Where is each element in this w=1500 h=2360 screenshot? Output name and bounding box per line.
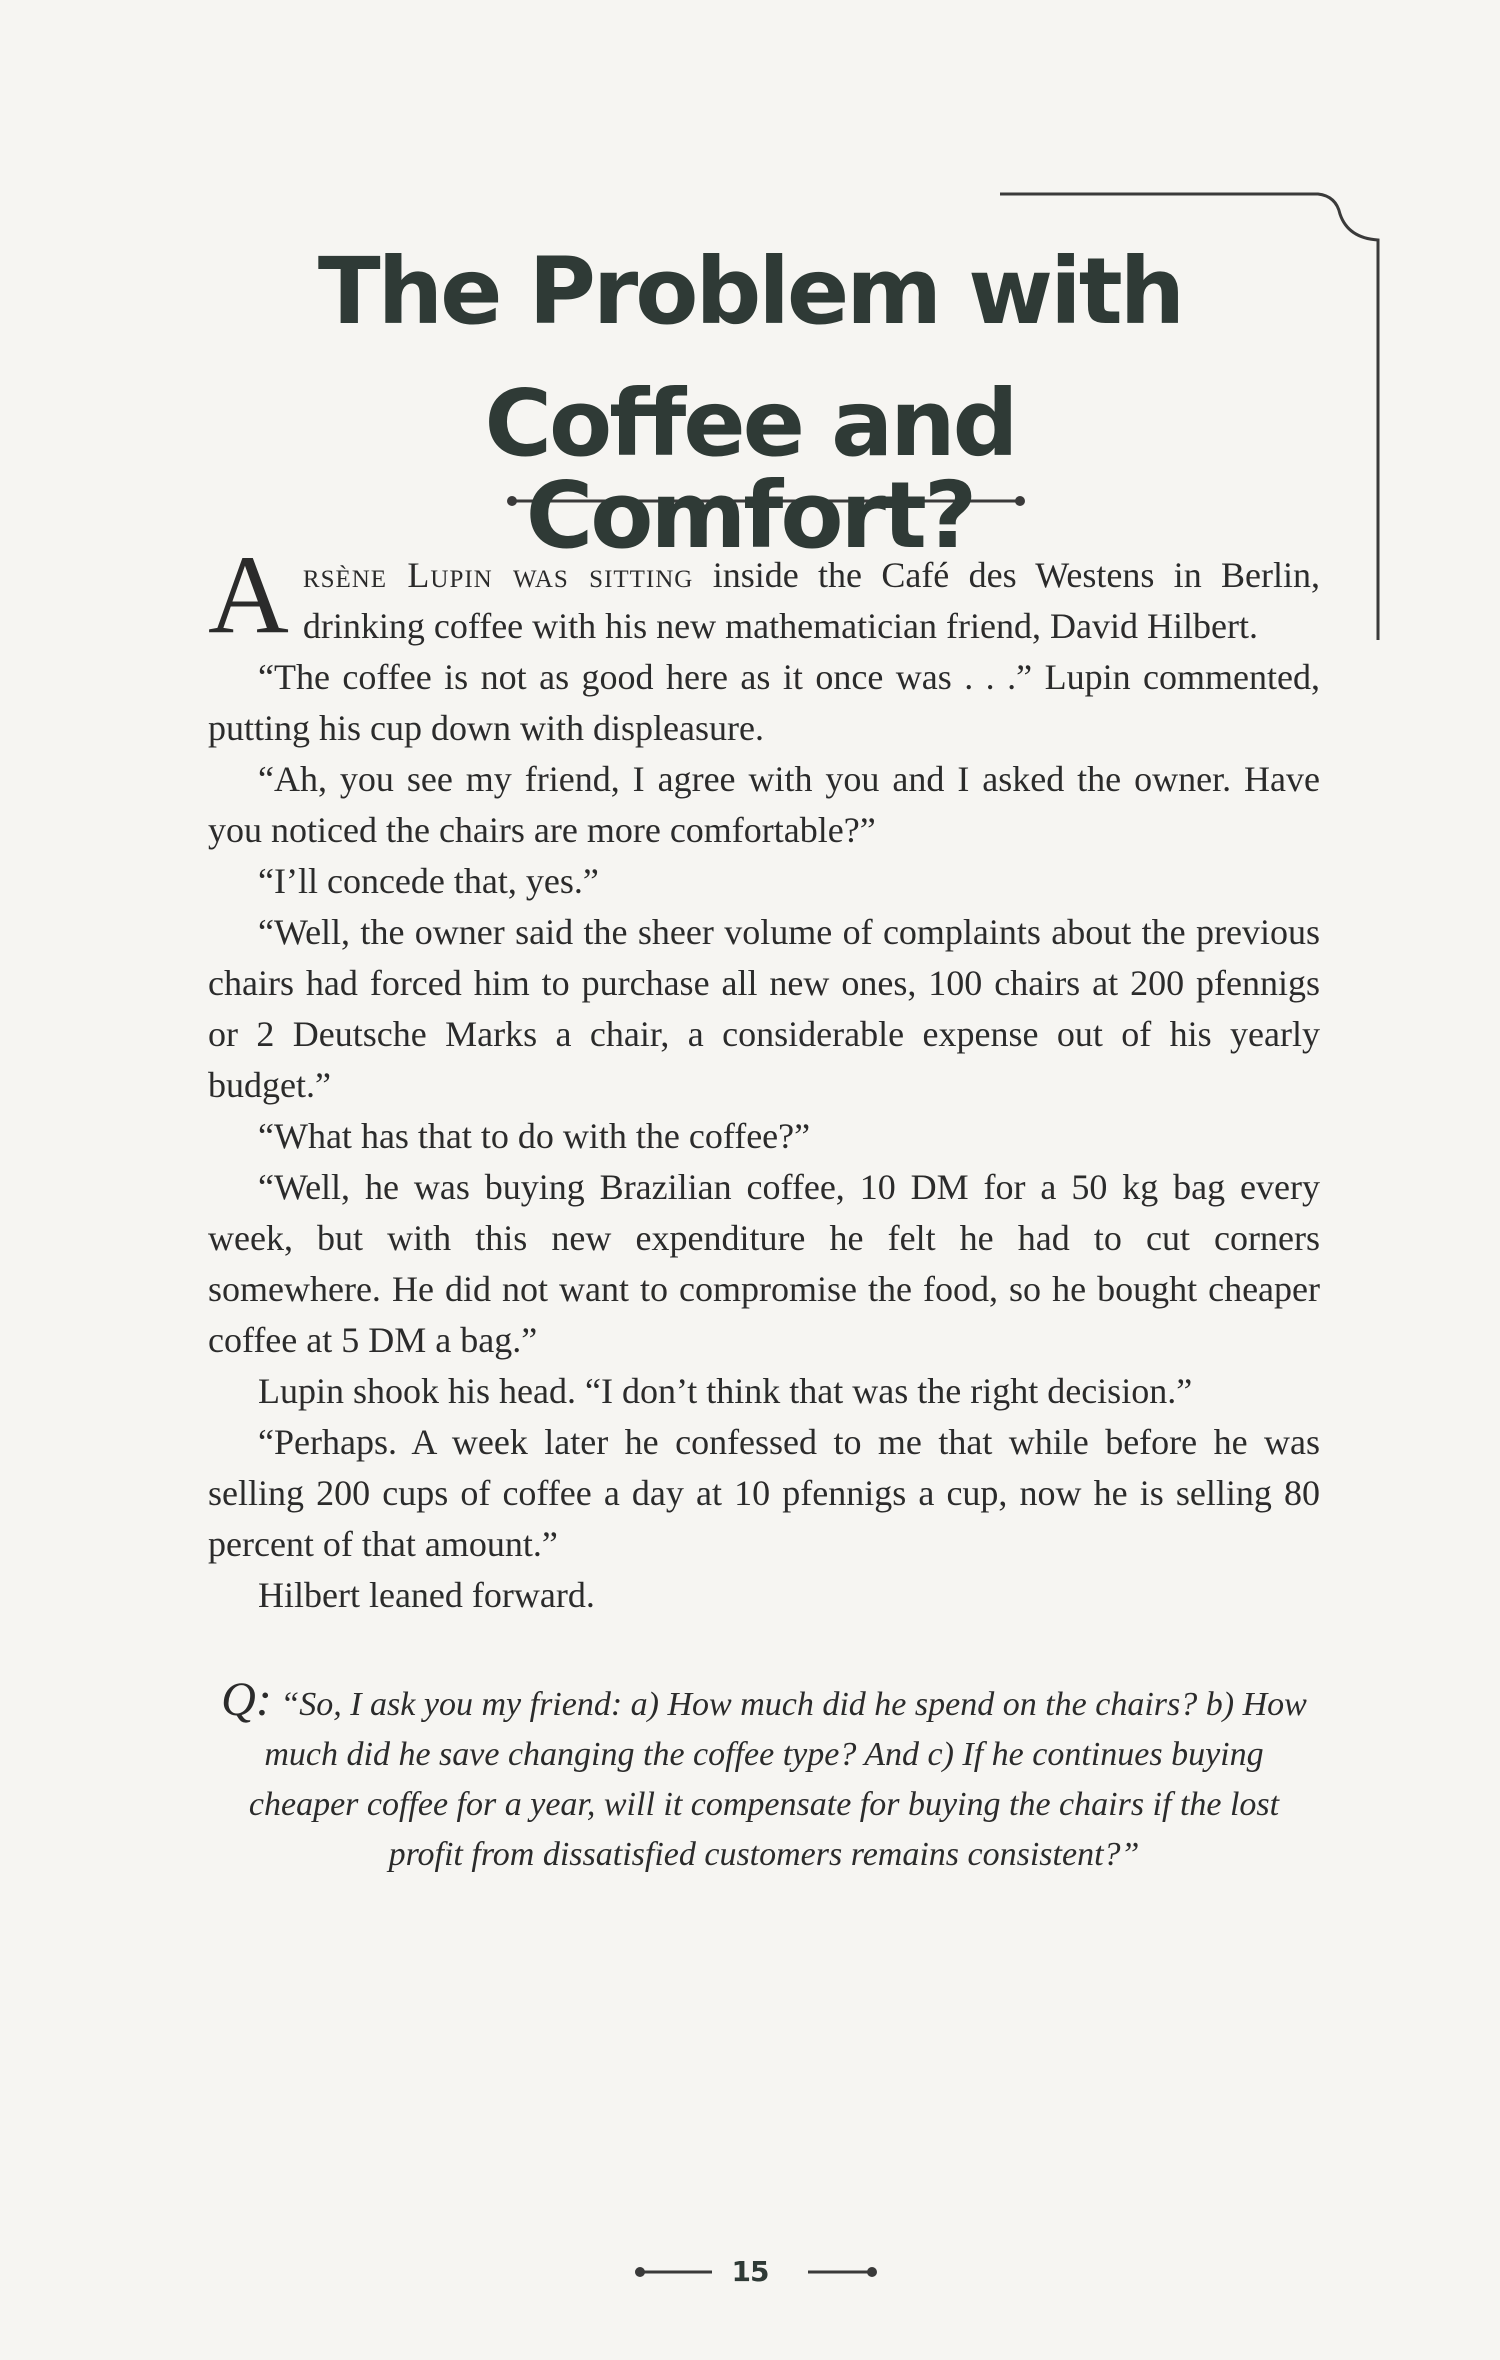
opening-text: inside the Café des Westens in Berlin, drinking coffee with his new mathematician friend, David Hilbert. [302, 555, 1320, 646]
question-text: “So, I ask you my friend: a) How much did he spend on the chairs? b) How much did he save changing the coffee type? And c) If he continues buying cheaper coffee for a year, will it compensate for buying the chairs if the lost profit from dissatisfied customers remains consistent?” [248, 1686, 1307, 1873]
page-number: 15 [731, 2255, 769, 2288]
chapter-body [208, 533, 1320, 1621]
question-label: Q: [221, 1673, 272, 1726]
opening-paragraph [208, 533, 1320, 657]
paragraph: “Ah, you see my friend, I agree with you and I asked the owner. Have you noticed the chairs are more comfortable?” [208, 759, 1320, 850]
paragraph: “What has that to do with the coffee?” [258, 1116, 811, 1156]
paragraph: “The coffee is not as good here as it once was . . .” Lupin commented, putting his cup down with displeasure. [208, 657, 1320, 748]
drop-cap: A [208, 533, 289, 657]
question-block [208, 1675, 1320, 1880]
paragraph: Hilbert leaned forward. [258, 1575, 595, 1615]
paragraph: “I’ll concede that, yes.” [258, 861, 599, 901]
paragraph: “Well, the owner said the sheer volume of complaints about the previous chairs had forced him to purchase all new ones, 100 chairs at 200 pfennigs or 2 Deutsche Marks a chair, a considerable expense out of his yearly budget.” [208, 912, 1320, 1105]
lead-in-smallcaps: rsène Lupin was sitting [302, 555, 694, 595]
paragraph: “Perhaps. A week later he confessed to me that while before he was selling 200 cups of coffee a day at 10 pfennigs a cup, now he is selling 80 percent of that amount.” [208, 1422, 1320, 1564]
paragraph: “Well, he was buying Brazilian coffee, 10 DM for a 50 kg bag every week, but with this new expenditure he felt he had to cut corners somewhere. He did not want to compromise the food, so he bought cheaper coffee at 5 DM a bag.” [208, 1167, 1320, 1360]
paragraph: Lupin shook his head. “I don’t think that was the right decision.” [258, 1371, 1193, 1411]
chapter-title-line-1: The Problem with [317, 238, 1183, 345]
chapter-title-line-2: Coffee and Comfort? [484, 370, 1016, 569]
